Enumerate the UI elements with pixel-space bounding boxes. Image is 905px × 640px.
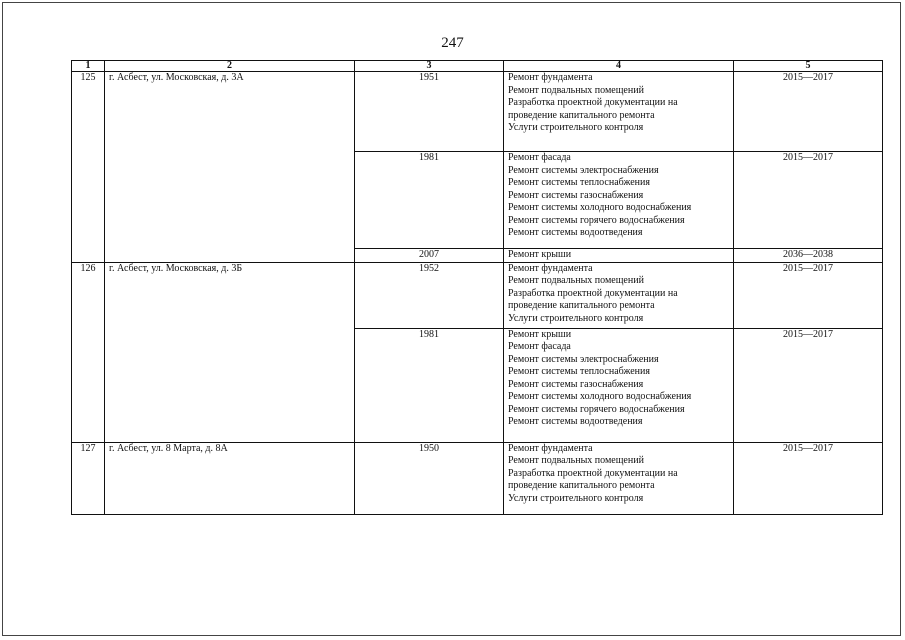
works-cell xyxy=(504,328,734,442)
row-number: 125 xyxy=(80,72,96,83)
column-header-2: 2 xyxy=(105,61,355,72)
row-number: 126 xyxy=(80,262,96,274)
year-cell xyxy=(355,328,504,442)
work-item: Ремонт фундамента xyxy=(508,442,593,454)
year-text: 1981 xyxy=(419,152,439,163)
table-header-row xyxy=(72,61,883,72)
address-cell xyxy=(105,442,355,514)
address-cell xyxy=(105,72,355,263)
year-cell xyxy=(355,152,504,249)
period-text: 2015—2017 xyxy=(783,442,833,454)
column-header-4: 4 xyxy=(504,61,734,72)
period-cell xyxy=(734,262,883,328)
work-item: проведение капитального ремонта xyxy=(508,300,655,311)
year-cell xyxy=(355,262,504,328)
period-text: 2015—2017 xyxy=(783,328,833,340)
works-cell xyxy=(504,152,734,249)
work-item: Ремонт подвальных помещений xyxy=(508,275,644,286)
work-item: Ремонт системы холодного водоснабжения xyxy=(508,202,692,213)
row-number-cell xyxy=(72,442,105,514)
work-item: Ремонт подвальных помещений xyxy=(508,84,644,96)
work-item: Услуги строительного контроля xyxy=(508,122,644,133)
work-item: Разработка проектной документации на xyxy=(508,287,678,299)
period-text: 2015—2017 xyxy=(783,72,833,83)
works-cell xyxy=(504,262,734,328)
period-cell xyxy=(734,442,883,514)
address-text: г. Асбест, ул. 8 Марта, д. 8А xyxy=(109,442,228,454)
year-text: 1981 xyxy=(419,328,439,340)
work-item: Ремонт системы газоснабжения xyxy=(508,378,644,390)
year-cell xyxy=(355,442,504,514)
work-item: Ремонт системы горячего водоснабжения xyxy=(508,403,685,415)
work-item: Ремонт системы холодного водоснабжения xyxy=(508,391,692,402)
table-row xyxy=(72,262,883,328)
work-item: Ремонт крыши xyxy=(508,249,572,260)
works-cell xyxy=(504,442,734,514)
year-cell xyxy=(355,249,504,263)
work-item: Ремонт системы газоснабжения xyxy=(508,189,644,201)
year-text: 1950 xyxy=(419,442,439,454)
year-cell xyxy=(355,72,504,152)
column-header-3: 3 xyxy=(355,61,504,72)
row-number: 127 xyxy=(80,442,96,454)
work-item: Ремонт системы водоотведения xyxy=(508,227,643,238)
period-cell xyxy=(734,328,883,442)
row-number-cell xyxy=(72,262,105,442)
period-cell xyxy=(734,249,883,263)
year-text: 1951 xyxy=(419,72,439,83)
work-item: Ремонт системы электроснабжения xyxy=(508,164,659,176)
work-item: проведение капитального ремонта xyxy=(508,109,655,121)
address-text: г. Асбест, ул. Московская, д. 3А xyxy=(109,72,244,83)
table-row xyxy=(72,442,883,514)
table-row xyxy=(72,72,883,152)
work-item: Ремонт системы теплоснабжения xyxy=(508,366,650,377)
period-cell xyxy=(734,152,883,249)
work-item: Разработка проектной документации на xyxy=(508,467,678,479)
column-header-5: 5 xyxy=(734,61,883,72)
works-cell xyxy=(504,72,734,152)
work-item: Ремонт системы теплоснабжения xyxy=(508,177,650,188)
work-item: проведение капитального ремонта xyxy=(508,480,655,491)
work-item: Ремонт фундамента xyxy=(508,72,593,83)
year-text: 1952 xyxy=(419,262,439,274)
work-item: Ремонт фасада xyxy=(508,341,571,352)
works-cell xyxy=(504,249,734,263)
work-item: Ремонт системы водоотведения xyxy=(508,416,643,427)
year-text: 2007 xyxy=(419,249,439,260)
work-item: Услуги строительного контроля xyxy=(508,312,644,324)
repair-schedule-table xyxy=(71,60,883,515)
page-number: 247 xyxy=(441,35,464,51)
column-header-1: 1 xyxy=(72,61,105,72)
period-text: 2015—2017 xyxy=(783,152,833,163)
work-item: Услуги строительного контроля xyxy=(508,492,644,504)
table-body xyxy=(72,72,883,515)
period-cell xyxy=(734,72,883,152)
work-item: Ремонт системы электроснабжения xyxy=(508,353,659,365)
period-text: 2015—2017 xyxy=(783,262,833,274)
work-item: Ремонт крыши xyxy=(508,328,572,340)
work-item: Ремонт фундамента xyxy=(508,262,593,274)
address-text: г. Асбест, ул. Московская, д. 3Б xyxy=(109,262,243,274)
row-number-cell xyxy=(72,72,105,263)
work-item: Ремонт фасада xyxy=(508,152,571,163)
work-item: Ремонт системы горячего водоснабжения xyxy=(508,214,685,226)
period-text: 2036—2038 xyxy=(783,249,833,260)
work-item: Разработка проектной документации на xyxy=(508,97,678,108)
address-cell xyxy=(105,262,355,442)
work-item: Ремонт подвальных помещений xyxy=(508,455,644,466)
